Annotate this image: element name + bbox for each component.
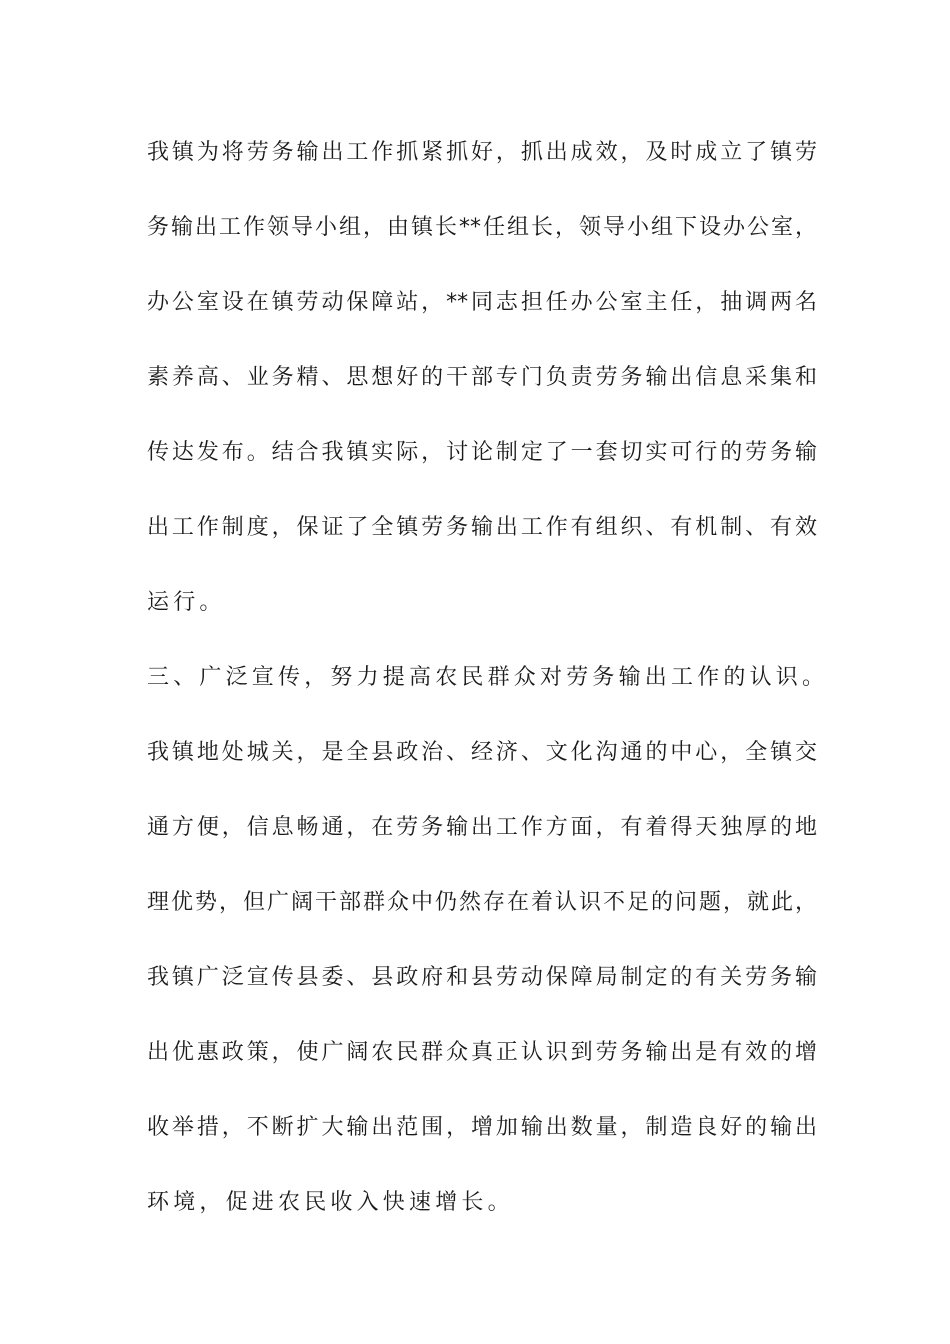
paragraph-line: 素养高、业务精、思想好的干部专门负责劳务输出信息采集和 xyxy=(147,365,817,390)
paragraph-line: 我镇为将劳务输出工作抓紧抓好，抓出成效，及时成立了镇劳 xyxy=(147,140,817,165)
paragraph-line: 理优势，但广阔干部群众中仍然存在着认识不足的问题，就此， xyxy=(147,890,817,915)
paragraph-line: 出优惠政策，使广阔农民群众真正认识到劳务输出是有效的增 xyxy=(147,1040,817,1065)
paragraph-line: 通方便，信息畅通，在劳务输出工作方面，有着得天独厚的地 xyxy=(147,815,817,840)
paragraph-line: 我镇地处城关，是全县政治、经济、文化沟通的中心，全镇交 xyxy=(147,740,817,765)
paragraph-line: 我镇广泛宣传县委、县政府和县劳动保障局制定的有关劳务输 xyxy=(147,965,817,990)
paragraph-line: 环境，促进农民收入快速增长。 xyxy=(147,1190,514,1215)
paragraph-line: 传达发布。结合我镇实际，讨论制定了一套切实可行的劳务输 xyxy=(147,440,817,465)
paragraph-line: 出工作制度，保证了全镇劳务输出工作有组织、有机制、有效 xyxy=(147,515,817,540)
section-heading: 三、广泛宣传，努力提高农民群众对劳务输出工作的认识。 xyxy=(147,665,829,690)
paragraph-line: 务输出工作领导小组，由镇长**任组长，领导小组下设办公室， xyxy=(147,215,817,240)
paragraph-line: 运行。 xyxy=(147,590,226,615)
paragraph-line: 收举措，不断扩大输出范围，增加输出数量，制造良好的输出 xyxy=(147,1115,817,1140)
paragraph-line: 办公室设在镇劳动保障站，**同志担任办公室主任，抽调两名 xyxy=(147,290,817,315)
